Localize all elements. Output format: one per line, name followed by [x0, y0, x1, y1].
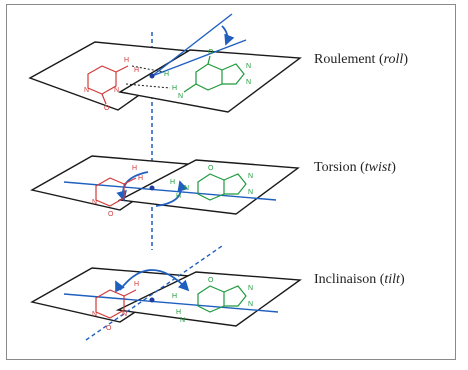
atom-label: N [114, 87, 120, 94]
label-tilt: Inclinaison (tilt) [314, 272, 405, 287]
atom-label: H [176, 309, 182, 316]
atom-label: O [208, 165, 214, 172]
atom-label: N [122, 311, 128, 318]
label-twist-main: Torsion [314, 160, 357, 175]
atom-label: H [170, 179, 176, 186]
panel-twist [32, 156, 298, 218]
roll-rotation-arrow [222, 26, 227, 44]
atom-label: N [92, 311, 98, 318]
atom-label: N [180, 317, 186, 324]
atom-label: N [246, 79, 252, 86]
atom-label: O [208, 277, 214, 284]
atom-label: O [208, 49, 214, 56]
label-roll-term: roll [383, 52, 404, 67]
label-roll: Roulement (roll) [314, 52, 408, 67]
atom-label: N [92, 199, 98, 206]
atom-label: O [106, 325, 112, 332]
atom-label: O [104, 105, 110, 112]
atom-label: N [248, 189, 254, 196]
atom-label: O [108, 211, 114, 218]
atom-label: H [164, 71, 170, 78]
label-twist-term: twist [364, 160, 392, 175]
panel-tilt [32, 246, 300, 340]
atom-label: N [246, 63, 252, 70]
atom-label: N [248, 285, 254, 292]
roll-pivot-point [150, 74, 155, 79]
twist-pivot-point [150, 186, 155, 191]
atom-label: H [176, 193, 182, 200]
atom-label: N [248, 301, 254, 308]
label-tilt-term: tilt [384, 272, 400, 287]
atom-label: H [172, 85, 178, 92]
atom-label: H [134, 67, 140, 74]
atom-label: H [172, 293, 178, 300]
atom-label: N [84, 87, 90, 94]
label-roll-main: Roulement [314, 52, 376, 67]
atom-label: H [124, 57, 130, 64]
label-twist: Torsion (twist) [314, 160, 396, 175]
label-tilt-main: Inclinaison [314, 272, 377, 287]
tilt-pivot-point [150, 298, 155, 303]
atom-label: H [132, 165, 138, 172]
atom-label: N [248, 173, 254, 180]
atom-label: H [138, 175, 144, 182]
atom-label: H [134, 281, 140, 288]
atom-label: N [178, 93, 184, 100]
panel-roll [30, 14, 300, 112]
atom-label: N [184, 185, 190, 192]
